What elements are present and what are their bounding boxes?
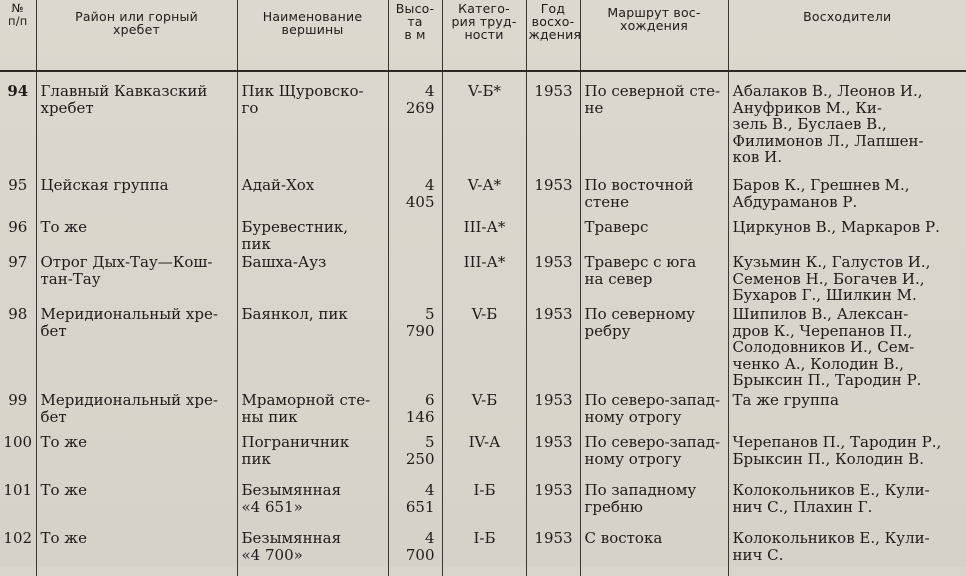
cell-category: III-А*	[442, 219, 526, 254]
cell-category: V-Б	[442, 306, 526, 392]
cell-climbers: Циркунов В., Маркаров Р.	[728, 219, 966, 254]
cell-no: 100	[3, 433, 33, 451]
table-row	[0, 219, 966, 254]
cell-year: 1953	[526, 306, 580, 392]
cell-region: То же	[36, 219, 237, 254]
cell-category: I-Б	[442, 530, 526, 576]
cell-region: Цейская группа	[36, 177, 237, 219]
cell-height: 6 146	[388, 392, 442, 434]
cell-climbers: Шипилов В., Алексан- дров К., Черепанов П., Солодовников И., Сем- ченко А., Колодин В., Брыксин П., Тародин Р.	[728, 306, 966, 392]
cell-climbers: Баров К., Грешнев М., Абдураманов Р.	[728, 177, 966, 219]
table-row	[0, 254, 966, 306]
cell-climbers: Колокольников Е., Кули- нич С.	[728, 530, 966, 576]
cell-height: 4 269	[388, 83, 442, 177]
cell-no: 101	[3, 481, 33, 499]
cell-region: То же	[36, 530, 237, 576]
cell-route: По северо-запад- ному отрогу	[580, 434, 728, 482]
cell-peak: Баянкол, пик	[237, 306, 388, 392]
table-row	[0, 482, 966, 530]
table-row	[0, 392, 966, 434]
cell-height	[388, 254, 442, 306]
cell-region: Главный Кавказский хребет	[36, 83, 237, 177]
cell-climbers: Кузьмин К., Галустов И., Семенов Н., Богачев И., Бухаров Г., Шилкин М.	[728, 254, 966, 306]
table-row	[0, 434, 966, 482]
cell-no: 97	[8, 253, 28, 271]
cell-peak: Пик Щуровско- го	[237, 83, 388, 177]
table-row	[0, 530, 966, 576]
cell-height: 4 700	[388, 530, 442, 576]
cell-peak: Буревестник, пик	[237, 219, 388, 254]
header-region: Район или горный хребет	[36, 0, 237, 71]
cell-route: По северо-запад- ному отрогу	[580, 392, 728, 434]
cell-year: 1953	[526, 530, 580, 576]
cell-peak: Безымянная «4 651»	[237, 482, 388, 530]
cell-region: Отрог Дых-Тау—Кош- тан-Тау	[36, 254, 237, 306]
cell-route: По западному гребню	[580, 482, 728, 530]
table-row	[0, 177, 966, 219]
table-header-row	[0, 0, 966, 71]
cell-height: 5 790	[388, 306, 442, 392]
cell-height: 4 405	[388, 177, 442, 219]
cell-no: 99	[8, 391, 28, 409]
cell-category: IV-А	[442, 434, 526, 482]
cell-year: 1953	[526, 392, 580, 434]
header-category: Катего- рия труд- ности	[442, 0, 526, 71]
header-height: Высо- та в м	[388, 0, 442, 71]
cell-no: 94	[7, 82, 29, 100]
cell-category: V-А*	[442, 177, 526, 219]
cell-route: По северному ребру	[580, 306, 728, 392]
cell-year: 1953	[526, 177, 580, 219]
cell-category: III-А*	[442, 254, 526, 306]
cell-year: 1953	[526, 434, 580, 482]
cell-route: Траверс с юга на север	[580, 254, 728, 306]
table-row	[0, 306, 966, 392]
cell-no: 98	[8, 305, 28, 323]
cell-no: 95	[8, 176, 28, 194]
cell-climbers: Черепанов П., Тародин Р., Брыксин П., Колодин В.	[728, 434, 966, 482]
cell-category: V-Б*	[442, 83, 526, 177]
cell-region: То же	[36, 434, 237, 482]
header-route: Маршрут вос- хождения	[580, 0, 728, 71]
cell-route: По северной сте- не	[580, 83, 728, 177]
header-climbers: Восходители	[728, 0, 966, 71]
cell-route: Траверс	[580, 219, 728, 254]
cell-peak: Башха-Ауз	[237, 254, 388, 306]
cell-year: 1953	[526, 83, 580, 177]
cell-route: По восточной стене	[580, 177, 728, 219]
cell-climbers: Абалаков В., Леонов И., Ануфриков М., Ки- зель В., Буслаев В., Филимонов Л., Лапшен- ков И.	[728, 83, 966, 177]
cell-no: 96	[8, 218, 28, 236]
cell-year: 1953	[526, 482, 580, 530]
cell-region: То же	[36, 482, 237, 530]
cell-region: Меридиональный хре- бет	[36, 306, 237, 392]
cell-peak: Безымянная «4 700»	[237, 530, 388, 576]
cell-climbers: Колокольников Е., Кули- нич С., Плахин Г.	[728, 482, 966, 530]
cell-region: Меридиональный хре- бет	[36, 392, 237, 434]
cell-no: 102	[3, 529, 33, 547]
cell-height: 5 250	[388, 434, 442, 482]
cell-peak: Адай-Хох	[237, 177, 388, 219]
table-row	[0, 83, 966, 177]
header-peak: Наименование вершины	[237, 0, 388, 71]
header-no: № п/п	[7, 1, 28, 28]
cell-category: V-Б	[442, 392, 526, 434]
cell-height: 4 651	[388, 482, 442, 530]
header-year: Год восхо- ждения	[526, 0, 580, 71]
cell-route: С востока	[580, 530, 728, 576]
cell-climbers: Та же группа	[728, 392, 966, 434]
cell-height	[388, 219, 442, 254]
cell-year: 1953	[526, 254, 580, 306]
cell-year	[526, 219, 580, 254]
cell-peak: Пограничник пик	[237, 434, 388, 482]
cell-peak: Мраморной сте- ны пик	[237, 392, 388, 434]
cell-category: I-Б	[442, 482, 526, 530]
